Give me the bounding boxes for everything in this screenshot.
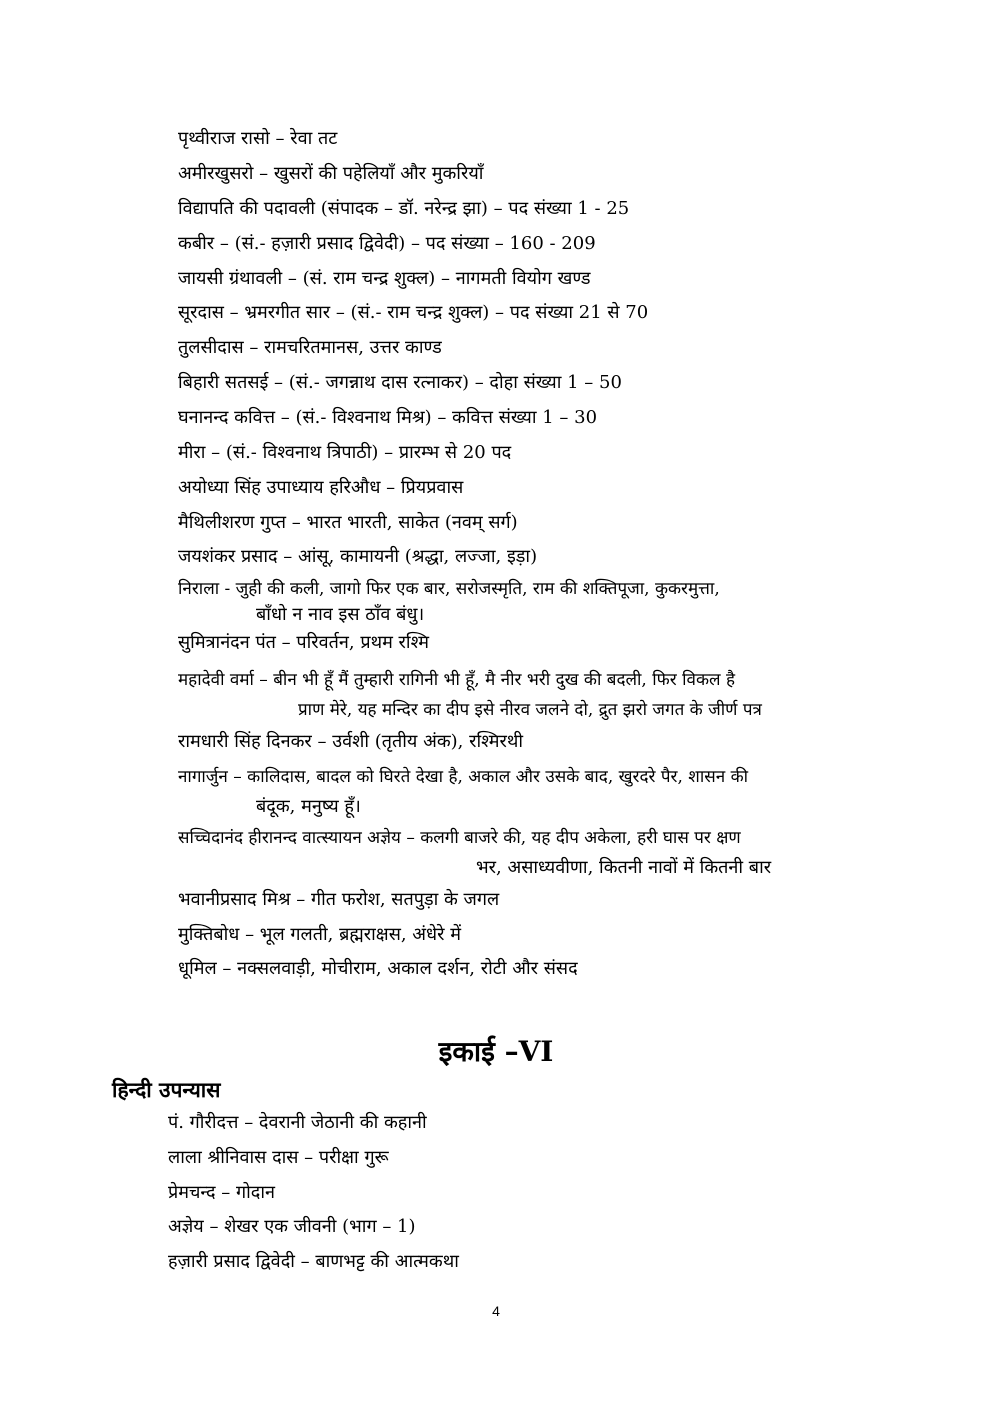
- list-item: तुलसीदास – रामचरितमानस, उत्तर काण्ड: [178, 337, 442, 358]
- list-item-continuation: प्राण मेरे, यह मन्दिर का दीप इसे नीरव जलने दो, द्रुत झरो जगत के जीर्ण पत्र: [298, 700, 762, 720]
- list-item-continuation: बंदूक, मनुष्य हूँ।: [256, 796, 361, 817]
- list-item: भवानीप्रसाद मिश्र – गीत फरोश, सतपुड़ा के जगल: [178, 889, 500, 910]
- page-number: 4: [492, 1303, 500, 1319]
- list-item: अमीरखुसरो – खुसरों की पहेलियाँ और मुकरियाँ: [178, 163, 484, 184]
- list-item: पृथ्वीराज रासो – रेवा तट: [178, 128, 338, 149]
- list-item: कबीर – (सं.- हज़ारी प्रसाद द्विवेदी) – पद संख्या – 160 - 209: [178, 233, 596, 254]
- list-item: बिहारी सतसई – (सं.- जगन्नाथ दास रत्नाकर) – दोहा संख्या 1 – 50: [178, 372, 622, 393]
- list-item: जयशंकर प्रसाद – आंसू, कामायनी (श्रद्धा, लज्जा, इड़ा): [178, 546, 538, 567]
- list-item: अज्ञेय – शेखर एक जीवनी (भाग – 1): [168, 1216, 416, 1237]
- list-item: मैथिलीशरण गुप्त – भारत भारती, साकेत (नवम् सर्ग): [178, 512, 518, 533]
- list-item: महादेवी वर्मा – बीन भी हूँ मैं तुम्हारी रागिनी भी हूँ, मै नीर भरी दुख की बदली, फिर विकल है: [178, 670, 735, 690]
- list-item: अयोध्या सिंह उपाध्याय हरिऔध – प्रियप्रवास: [178, 477, 464, 498]
- list-item: प्रेमचन्द – गोदान: [168, 1182, 276, 1203]
- list-item: सुमित्रानंदन पंत – परिवर्तन, प्रथम रश्मि: [178, 632, 429, 653]
- list-item: विद्यापति की पदावली (संपादक – डॉ. नरेन्द्र झा) – पद संख्या 1 - 25: [178, 198, 630, 219]
- list-item: सच्चिदानंद हीरानन्द वात्स्यायन अज्ञेय – कलगी बाजरे की, यह दीप अकेला, हरी घास पर क्षण: [178, 828, 741, 848]
- list-item: हज़ारी प्रसाद द्विवेदी – बाणभट्ट की आत्मकथा: [168, 1251, 459, 1272]
- list-item-continuation: बाँधो न नाव इस ठाँव बंधु।: [256, 604, 425, 625]
- list-item: मुक्तिबोध – भूल गलती, ब्रह्मराक्षस, अंधेरे में: [178, 924, 461, 945]
- list-item: जायसी ग्रंथावली – (सं. राम चन्द्र शुक्ल) – नागमती वियोग खण्ड: [178, 268, 591, 289]
- list-item: नागार्जुन – कालिदास, बादल को घिरते देखा है, अकाल और उसके बाद, खुरदरे पैर, शासन की: [178, 767, 749, 787]
- list-item: निराला - जुही की कली, जागो फिर एक बार, सरोजस्मृति, राम की शक्तिपूजा, कुकरमुत्ता,: [178, 579, 720, 599]
- list-item: सूरदास – भ्रमरगीत सार – (सं.- राम चन्द्र शुक्ल) – पद संख्या 21 से 70: [178, 302, 649, 323]
- section-heading: हिन्दी उपन्यास: [112, 1077, 221, 1102]
- list-item: रामधारी सिंह दिनकर – उर्वशी (तृतीय अंक), रश्मिरथी: [178, 731, 524, 752]
- unit-heading: इकाई –VI: [438, 1035, 554, 1068]
- list-item: धूमिल – नक्सलवाड़ी, मोचीराम, अकाल दर्शन, रोटी और संसद: [178, 958, 578, 979]
- list-item: लाला श्रीनिवास दास – परीक्षा गुरू: [168, 1147, 389, 1168]
- list-item-continuation: भर, असाध्यवीणा, कितनी नावों में कितनी बार: [476, 857, 772, 878]
- list-item: पं. गौरीदत्त – देवरानी जेठानी की कहानी: [168, 1112, 427, 1133]
- list-item: मीरा – (सं.- विश्वनाथ त्रिपाठी) – प्रारम्भ से 20 पद: [178, 442, 512, 463]
- list-item: घनानन्द कवित्त – (सं.- विश्वनाथ मिश्र) – कवित्त संख्या 1 – 30: [178, 407, 598, 428]
